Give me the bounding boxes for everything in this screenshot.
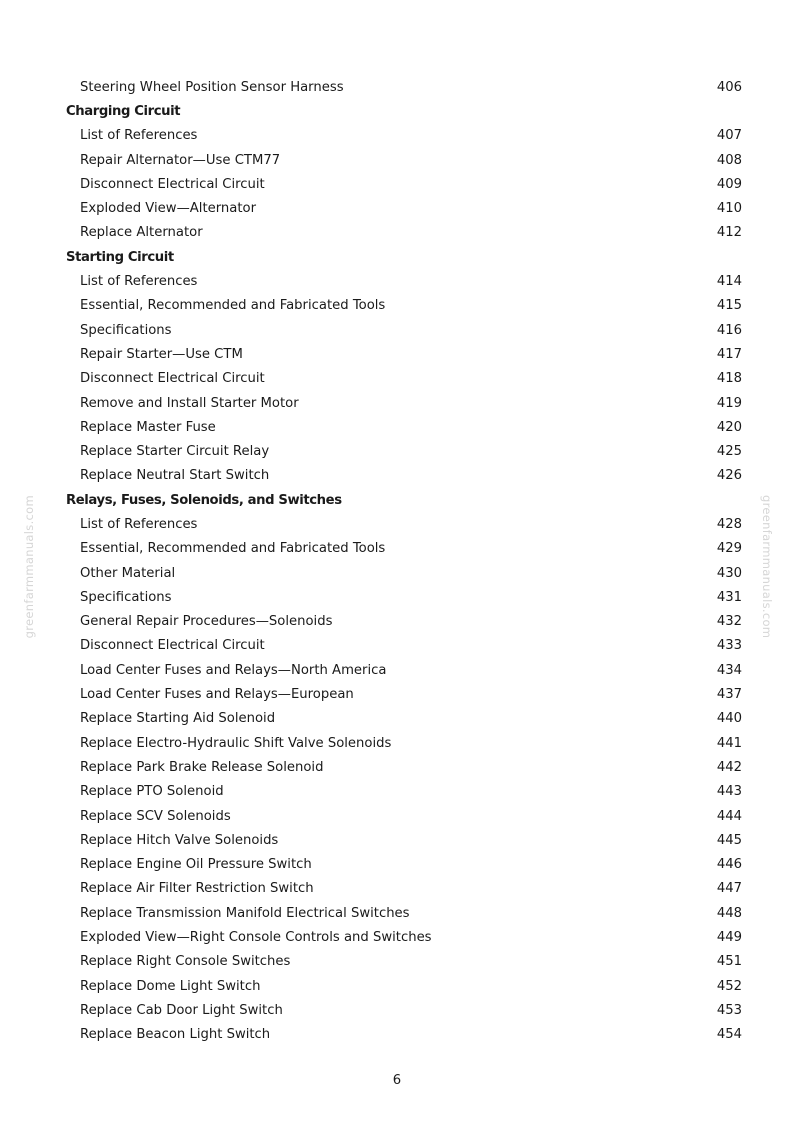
toc-entry[interactable] bbox=[66, 682, 742, 706]
entry-title: Remove and Install Starter Motor bbox=[80, 395, 299, 411]
entry-title: List of References bbox=[80, 274, 198, 290]
entry-page-number: 419 bbox=[716, 395, 742, 411]
entry-page-number: 452 bbox=[716, 978, 742, 994]
entry-page-number: 444 bbox=[716, 808, 742, 824]
toc-entry[interactable] bbox=[66, 342, 742, 366]
entry-title: Replace Hitch Valve Solenoids bbox=[80, 832, 279, 848]
entry-page-number: 425 bbox=[716, 444, 742, 460]
toc-entry[interactable] bbox=[66, 318, 742, 342]
toc-entry[interactable] bbox=[66, 415, 742, 439]
entry-title: Replace Neutral Start Switch bbox=[80, 468, 270, 484]
entry-title: Steering Wheel Position Sensor Harness bbox=[80, 79, 344, 95]
toc-entry[interactable] bbox=[66, 148, 742, 172]
toc-entry[interactable] bbox=[66, 755, 742, 779]
toc-entry[interactable] bbox=[66, 853, 742, 877]
entry-page-number: 446 bbox=[716, 857, 742, 873]
entry-page-number: 416 bbox=[716, 322, 742, 338]
entry-page-number: 426 bbox=[716, 468, 742, 484]
toc-entry[interactable] bbox=[66, 221, 742, 245]
toc-entry[interactable] bbox=[66, 707, 742, 731]
toc-entry[interactable] bbox=[66, 610, 742, 634]
entry-page-number: 437 bbox=[716, 687, 742, 703]
entry-title: Replace Right Console Switches bbox=[80, 954, 291, 970]
entry-page-number: 447 bbox=[716, 881, 742, 897]
entry-title: Replace Master Fuse bbox=[80, 419, 216, 435]
toc-entry[interactable] bbox=[66, 367, 742, 391]
entry-page-number: 407 bbox=[716, 128, 742, 144]
entry-page-number: 440 bbox=[716, 711, 742, 727]
entry-page-number: 451 bbox=[716, 954, 742, 970]
entry-page-number: 409 bbox=[716, 176, 742, 192]
toc-entry[interactable] bbox=[66, 877, 742, 901]
entry-page-number: 433 bbox=[716, 638, 742, 654]
entry-title: Replace Cab Door Light Switch bbox=[80, 1002, 283, 1018]
entry-title: Replace SCV Solenoids bbox=[80, 808, 231, 824]
entry-page-number: 448 bbox=[716, 905, 742, 921]
entry-page-number: 406 bbox=[716, 79, 742, 95]
entry-title: Other Material bbox=[80, 565, 176, 581]
toc-entry[interactable] bbox=[66, 196, 742, 220]
entry-title: Replace Park Brake Release Solenoid bbox=[80, 759, 324, 775]
toc-entry[interactable] bbox=[66, 537, 742, 561]
entry-title: Replace Starter Circuit Relay bbox=[80, 444, 270, 460]
toc-entry[interactable] bbox=[66, 925, 742, 949]
section-title: Relays, Fuses, Solenoids, and Switches bbox=[66, 492, 342, 508]
toc-section-heading bbox=[66, 488, 742, 512]
entry-title: Disconnect Electrical Circuit bbox=[80, 371, 265, 387]
toc-entry[interactable] bbox=[66, 269, 742, 293]
toc-entry[interactable] bbox=[66, 658, 742, 682]
section-title: Starting Circuit bbox=[66, 249, 174, 265]
entry-title: Exploded View—Right Console Controls and Switches bbox=[80, 930, 432, 946]
toc-entry[interactable] bbox=[66, 974, 742, 998]
entry-title: Replace PTO Solenoid bbox=[80, 784, 224, 800]
entry-page-number: 431 bbox=[716, 589, 742, 605]
entry-title: Replace Dome Light Switch bbox=[80, 978, 261, 994]
toc-entry[interactable] bbox=[66, 634, 742, 658]
entry-page-number: 443 bbox=[716, 784, 742, 800]
entry-page-number: 434 bbox=[716, 662, 742, 678]
entry-page-number: 454 bbox=[716, 1027, 742, 1043]
entry-title: Replace Beacon Light Switch bbox=[80, 1027, 271, 1043]
toc-entry[interactable] bbox=[66, 780, 742, 804]
entry-page-number: 430 bbox=[716, 565, 742, 581]
toc-entry[interactable] bbox=[66, 731, 742, 755]
entry-page-number: 410 bbox=[716, 201, 742, 217]
entry-title: List of References bbox=[80, 128, 198, 144]
entry-page-number: 429 bbox=[716, 541, 742, 557]
toc-section-heading bbox=[66, 245, 742, 269]
entry-page-number: 417 bbox=[716, 346, 742, 362]
entry-title: Specifications bbox=[80, 589, 172, 605]
entry-title: Specifications bbox=[80, 322, 172, 338]
entry-page-number: 449 bbox=[716, 930, 742, 946]
entry-title: Load Center Fuses and Relays—North America bbox=[80, 662, 387, 678]
toc-entry[interactable] bbox=[66, 391, 742, 415]
entry-title: Replace Air Filter Restriction Switch bbox=[80, 881, 314, 897]
entry-title: Replace Starting Aid Solenoid bbox=[80, 711, 276, 727]
toc-entry[interactable] bbox=[66, 172, 742, 196]
entry-title: Essential, Recommended and Fabricated Tools bbox=[80, 298, 386, 314]
entry-title: Load Center Fuses and Relays—European bbox=[80, 687, 354, 703]
toc-section-heading bbox=[66, 99, 742, 123]
entry-title: Disconnect Electrical Circuit bbox=[80, 638, 265, 654]
entry-page-number: 408 bbox=[716, 152, 742, 168]
section-title: Charging Circuit bbox=[66, 103, 181, 119]
entry-page-number: 420 bbox=[716, 419, 742, 435]
entry-page-number: 453 bbox=[716, 1002, 742, 1018]
entry-page-number: 445 bbox=[716, 832, 742, 848]
toc-entry[interactable] bbox=[66, 561, 742, 585]
entry-title: Exploded View—Alternator bbox=[80, 201, 257, 217]
toc-entry[interactable] bbox=[66, 464, 742, 488]
entry-page-number: 412 bbox=[716, 225, 742, 241]
entry-page-number: 441 bbox=[716, 735, 742, 751]
entry-title: Repair Alternator—Use CTM77 bbox=[80, 152, 281, 168]
toc-entry[interactable] bbox=[66, 1023, 742, 1047]
entry-page-number: 415 bbox=[716, 298, 742, 314]
toc-entry[interactable] bbox=[66, 998, 742, 1022]
entry-title: Disconnect Electrical Circuit bbox=[80, 176, 265, 192]
toc-entry[interactable] bbox=[66, 512, 742, 536]
entry-title: Repair Starter—Use CTM bbox=[80, 346, 243, 362]
page-number: 6 bbox=[392, 1073, 402, 1088]
entry-title: Replace Alternator bbox=[80, 225, 203, 241]
toc-entry[interactable] bbox=[66, 439, 742, 463]
entry-title: List of References bbox=[80, 516, 198, 532]
entry-page-number: 414 bbox=[716, 274, 742, 290]
toc-entry[interactable] bbox=[66, 901, 742, 925]
entry-title: Replace Engine Oil Pressure Switch bbox=[80, 857, 312, 873]
toc-entry[interactable] bbox=[66, 828, 742, 852]
watermark-right: greenfarmmanuals.com bbox=[760, 495, 774, 639]
toc-entry[interactable] bbox=[66, 75, 742, 99]
toc-entry[interactable] bbox=[66, 950, 742, 974]
toc-entry[interactable] bbox=[66, 804, 742, 828]
entry-title: Essential, Recommended and Fabricated Tools bbox=[80, 541, 386, 557]
toc-entry[interactable] bbox=[66, 294, 742, 318]
toc-entry[interactable] bbox=[66, 585, 742, 609]
entry-title: General Repair Procedures—Solenoids bbox=[80, 614, 333, 630]
entry-page-number: 432 bbox=[716, 614, 742, 630]
toc-entry[interactable] bbox=[66, 124, 742, 148]
watermark-left: greenfarmmanuals.com bbox=[22, 495, 36, 639]
entry-page-number: 442 bbox=[716, 759, 742, 775]
entry-title: Replace Transmission Manifold Electrical Switches bbox=[80, 905, 410, 921]
table-of-contents bbox=[66, 75, 742, 1047]
entry-page-number: 418 bbox=[716, 371, 742, 387]
entry-page-number: 428 bbox=[716, 516, 742, 532]
entry-title: Replace Electro-Hydraulic Shift Valve Solenoids bbox=[80, 735, 392, 751]
